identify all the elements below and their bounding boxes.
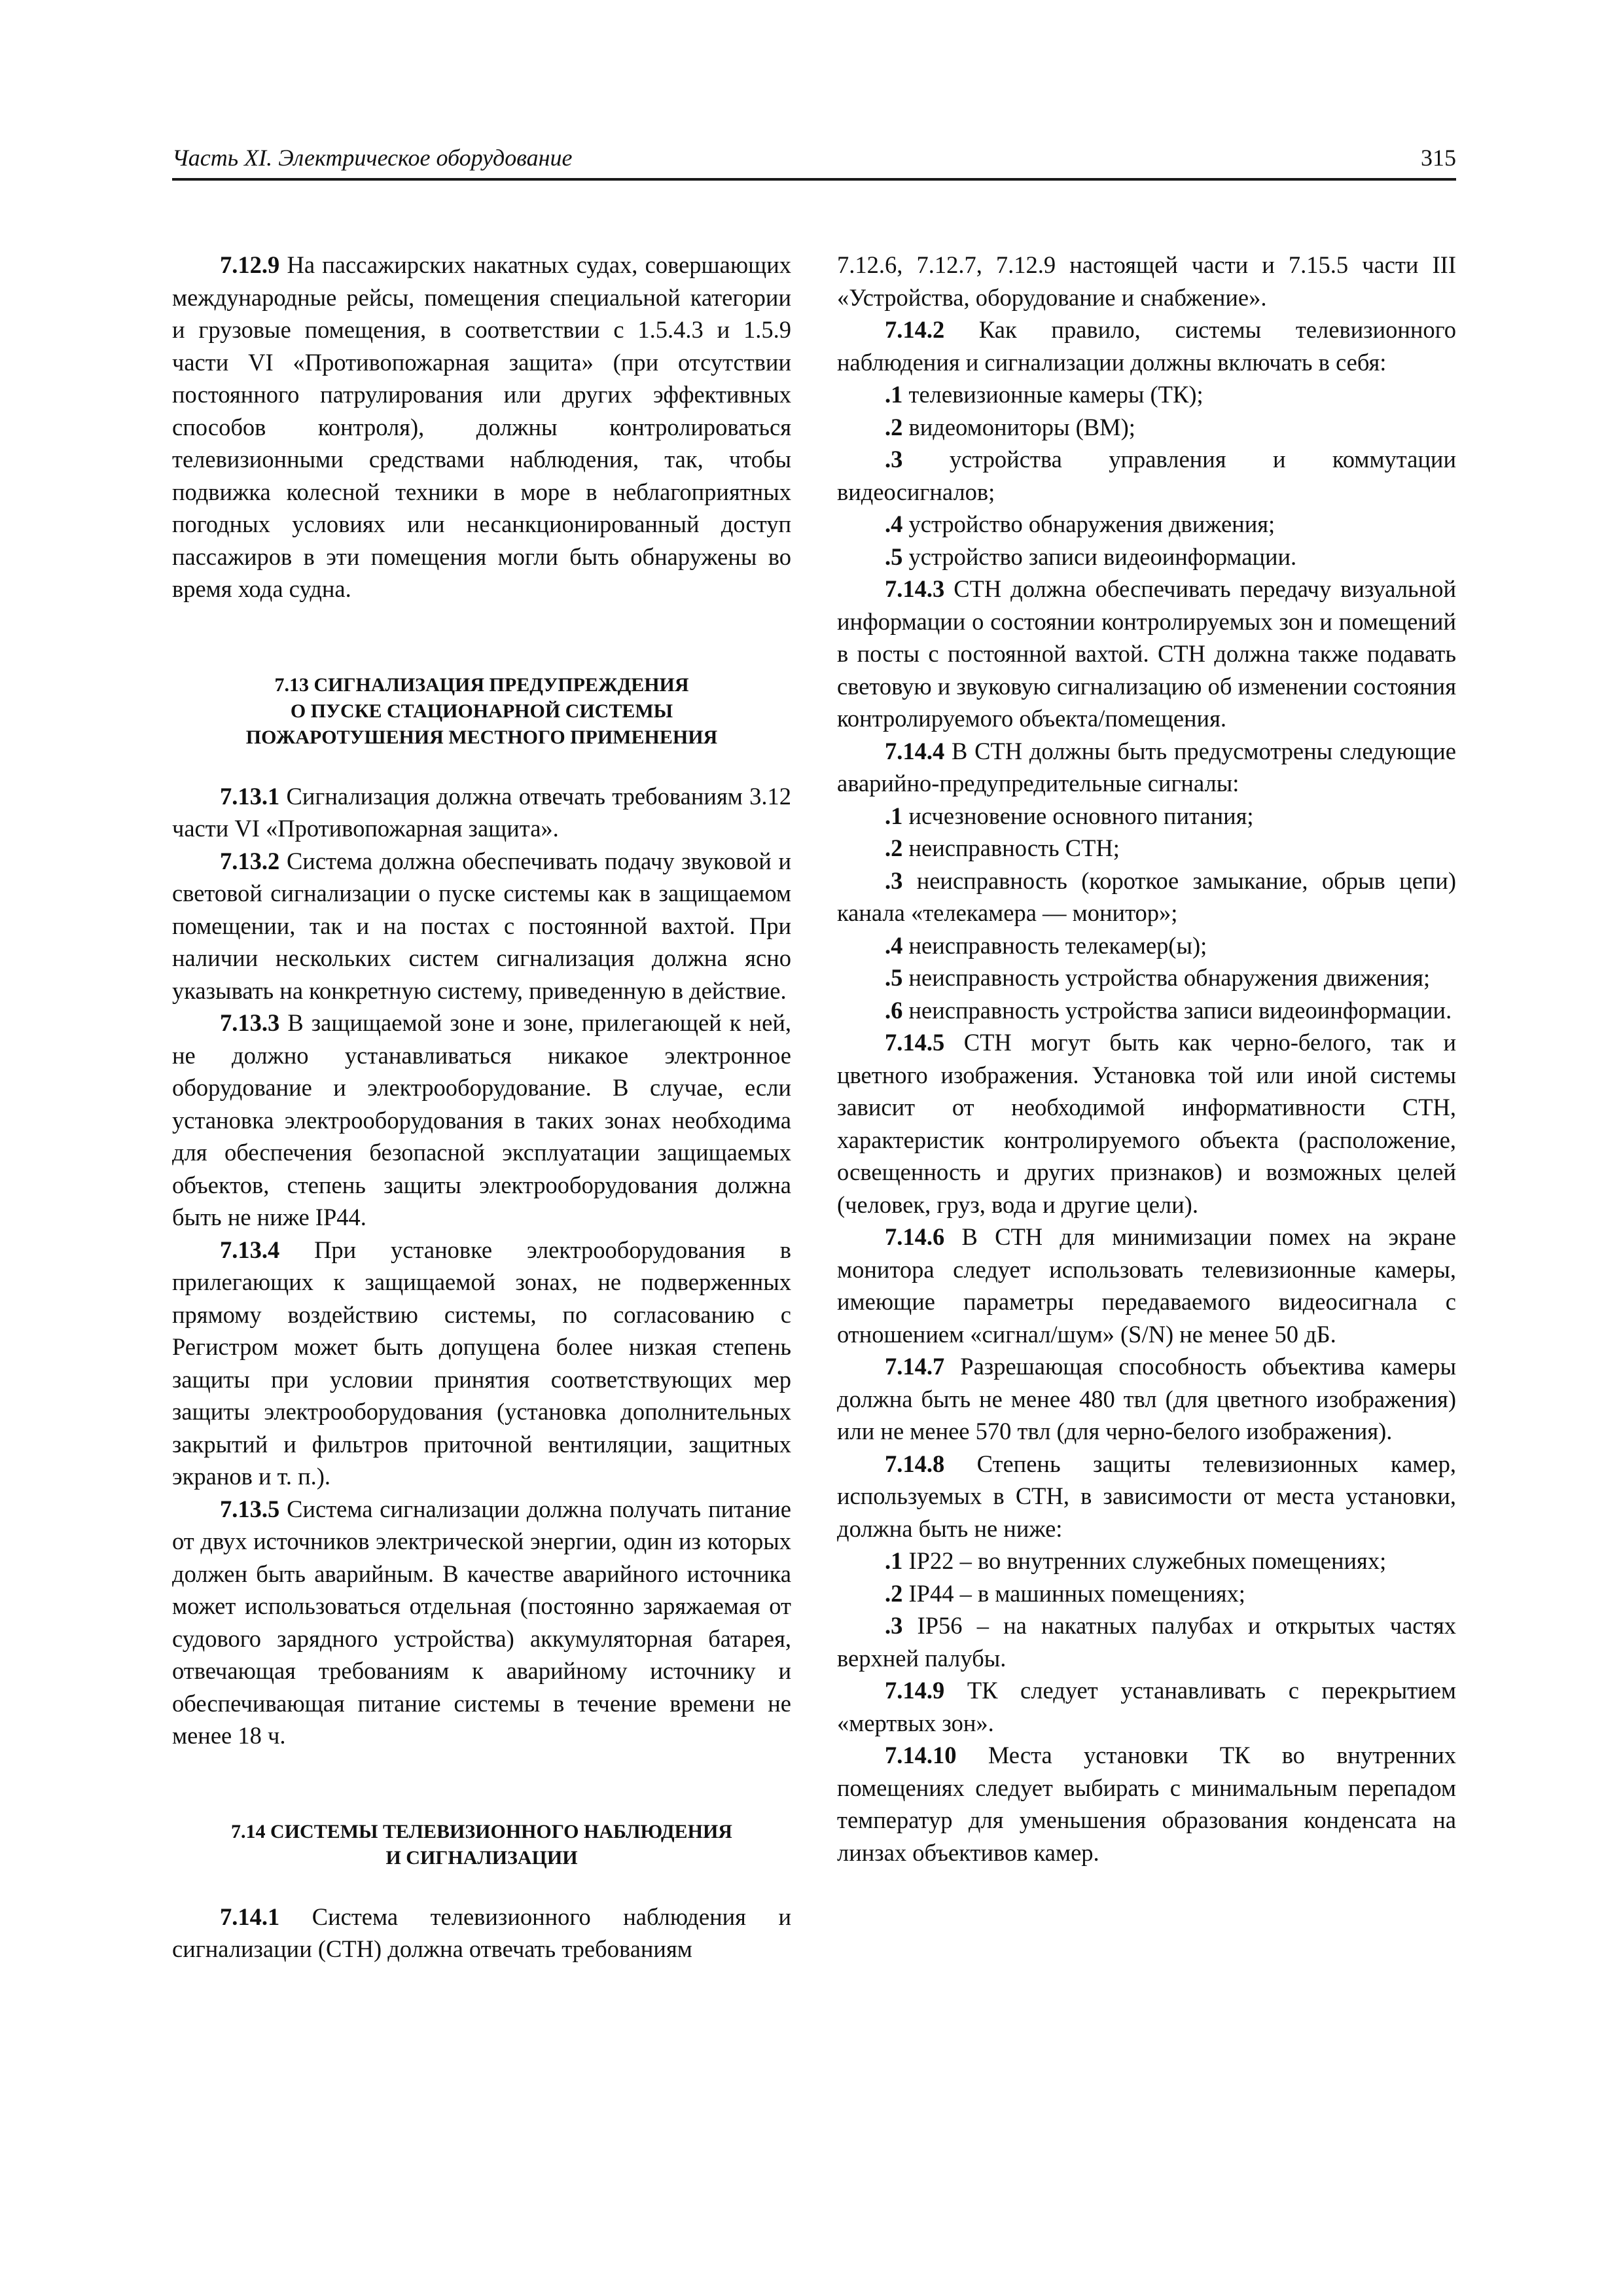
paragraph-7-14-5: 7.14.5 СТН могут быть как черно-белого, так и цветного изображения. Установка той или иной системы зависит от необходимой информативности СТН, характеристик контролируемого объекта (расположение, освещенность и других признаков) и возможных целей (человек, груз, вода и другие цели). — [837, 1029, 1456, 1218]
paragraph-continuation: 7.12.6, 7.12.7, 7.12.9 настоящей части и 7.15.5 части III «Устройства, оборудование и снабжение». — [837, 251, 1456, 311]
paragraph-7-14-10: 7.14.10 Места установки ТК во внутренних помещениях следует выбирать с минимальным перепадом температур для уменьшения образования конденсата на линзах объективов камер. — [837, 1742, 1456, 1866]
list-item: .4 неисправность телекамер(ы); — [885, 931, 1207, 959]
list-item: .6 неисправность устройства записи видеоинформации. — [885, 996, 1452, 1024]
list-item: .1 IP22 – во внутренних служебных помещениях; — [885, 1547, 1387, 1574]
paragraph-7-13-2: 7.13.2 Система должна обеспечивать подачу звуковой и световой сигнализации о пуске системы как в защищаемом помещении, так и на постах с постоянной вахтой. При наличии нескольких систем сигнализация должна ясно указывать на конкретную систему, приведенную в действие. — [172, 847, 791, 1004]
list-item: .2 неисправность СТН; — [885, 834, 1120, 861]
paragraph-7-14-6: 7.14.6 В СТН для минимизации помех на экране монитора следует использовать телевизионные камеры, имеющие параметры передаваемого видеосигнала с отношением «сигнал/шум» (S/N) не менее 50 дБ. — [837, 1223, 1456, 1348]
list-item: .5 устройство записи видеоинформации. — [885, 543, 1297, 570]
list-item: .2 IP44 – в машинных помещениях; — [885, 1579, 1245, 1607]
paragraph-7-13-3: 7.13.3 В защищаемой зоне и зоне, прилегающей к ней, не должно устанавливаться никакое электронное оборудование и электрооборудование. В случае, если установка электрооборудования в таких зонах необходима для обеспечения безопасной эксплуатации защищаемых объектов, степень защиты электрооборудования должна быть не ниже IP44. — [172, 1009, 791, 1230]
list-item: .1 исчезновение основного питания; — [885, 802, 1254, 829]
left-column — [172, 249, 791, 1965]
paragraph-7-14-3: 7.14.3 СТН должна обеспечивать передачу визуальной информации о состоянии контролируемых зон и помещений в посты с постоянной вахтой. СТН должна также подавать световую и звуковую сигнализацию об изменении состояния контролируемого объекта/помещения. — [837, 575, 1456, 732]
list-item: .3 устройства управления и коммутации видеосигналов; — [837, 446, 1456, 505]
list-item: .2 видеомониторы (ВМ); — [885, 413, 1135, 440]
running-header — [172, 143, 1456, 181]
list-item: .3 IP56 – на накатных палубах и открытых частях верхней палубы. — [837, 1612, 1456, 1672]
paragraph-7-14-1: 7.14.1 Система телевизионного наблюдения и сигнализации (СТН) должна отвечать требованиям — [172, 1903, 791, 1962]
paragraph-7-13-4: 7.13.4 При установке электрооборудования в прилегающих к защищаемой зонах, не подверженных прямому воздействию системы, по согласованию с Регистром может быть допущена более низкая степень защиты при условии принятия соответствующих мер защиты электрооборудования (установка дополнительных закрытий и фильтров приточной вентиляции, защитных экранов и т. п.). — [172, 1236, 791, 1490]
section-heading-7-13: 7.13 СИГНАЛИЗАЦИЯ ПРЕДУПРЕЖДЕНИЯ О ПУСКЕ СТАЦИОНАРНОЙ СИСТЕМЫ ПОЖАРОТУШЕНИЯ МЕСТНОГО ПРИМЕНЕНИЯ — [245, 673, 718, 748]
paragraph-7-14-8: 7.14.8 Степень защиты телевизионных камер, используемых в СТН, в зависимости от места установки, должна быть не ниже: — [837, 1450, 1456, 1542]
list-item: .5 неисправность устройства обнаружения движения; — [885, 964, 1431, 991]
page-number: 315 — [1421, 145, 1456, 171]
paragraph-7-14-7: 7.14.7 Разрешающая способность объектива камеры должна быть не менее 480 твл (для цветного изображения) или не менее 570 твл (для черно-белого изображения). — [837, 1353, 1456, 1444]
paragraph-7-14-9: 7.14.9 ТК следует устанавливать с перекрытием «мертвых зон». — [837, 1677, 1456, 1736]
section-heading-7-14: 7.14 СИСТЕМЫ ТЕЛЕВИЗИОННОГО НАБЛЮДЕНИЯ И СИГНАЛИЗАЦИИ — [231, 1820, 732, 1869]
paragraph-7-13-1: 7.13.1 Сигнализация должна отвечать требованиям 3.12 части VI «Противопожарная защита». — [172, 782, 791, 842]
paragraph-7-14-2: 7.14.2 Как правило, системы телевизионного наблюдения и сигнализации должны включать в себя: — [837, 316, 1456, 376]
list-item: .3 неисправность (короткое замыкание, обрыв цепи) канала «телекамера — монитор»; — [837, 867, 1456, 926]
list-item: .1 телевизионные камеры (ТК); — [885, 381, 1204, 408]
list-item: .4 устройство обнаружения движения; — [885, 511, 1275, 537]
paragraph-7-12-9: 7.12.9 На пассажирских накатных судах, совершающих международные рейсы, помещения специальной категории и грузовые помещения, в соответствии с 1.5.4.3 и 1.5.9 части VI «Противопожарная защита» (при отсутствии постоянного патрулирования или других эффективных способов контроля), должны контролироваться телевизионными средствами наблюдения, так, чтобы подвижка колесной техники в море в неблагоприятных погодных условиях или несанкционированный доступ пассажиров в эти помещения могли быть обнаружены во время хода судна. — [172, 251, 791, 602]
header-title: Часть XI. Электрическое оборудование — [172, 145, 573, 171]
paragraph-7-13-5: 7.13.5 Система сигнализации должна получать питание от двух источников электрической энергии, один из которых должен быть аварийным. В качестве аварийного источника может использоваться отдельная (постоянно заряжаемая от судового зарядного устройства) аккумуляторная батарея, отвечающая требованиям к аварийному источнику и обеспечивающая питание системы в течение времени не менее 18 ч. — [172, 1495, 791, 1749]
right-column — [837, 249, 1456, 1869]
paragraph-7-14-4: 7.14.4 В СТН должны быть предусмотрены следующие аварийно-предупредительные сигналы: — [837, 737, 1456, 797]
